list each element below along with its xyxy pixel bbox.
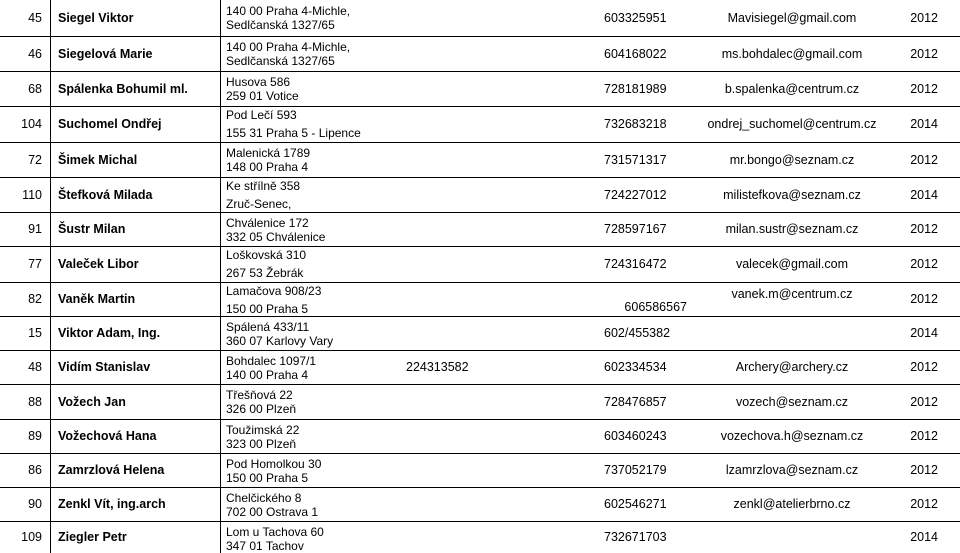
membership-year: 2012	[910, 429, 938, 443]
member-name: Vaněk Martin	[58, 292, 136, 306]
address-line-1: Malenická 1789	[226, 146, 311, 160]
row-divider	[0, 71, 960, 72]
member-name: Zamrzlová Helena	[58, 463, 165, 477]
member-name: Vidím Stanislav	[58, 360, 151, 374]
address-line-2: 332 05 Chválenice	[226, 230, 326, 244]
phone-number: 728597167	[604, 222, 667, 236]
email-address: ms.bohdalec@gmail.com	[721, 47, 863, 61]
table-row	[0, 246, 960, 282]
table-row	[0, 142, 960, 177]
address-line-2: 155 31 Praha 5 - Lipence	[226, 126, 361, 140]
address-line-2: 267 53 Žebrák	[226, 266, 304, 280]
phone-number: 731571317	[604, 153, 667, 167]
member-number: 110	[22, 188, 42, 202]
address-line-2: 347 01 Tachov	[226, 539, 304, 553]
member-name: Zenkl Vít, ing.arch	[58, 497, 166, 511]
phone-number: 606586567	[624, 300, 687, 314]
table-row	[0, 282, 960, 316]
table-row	[0, 106, 960, 142]
table-row	[0, 453, 960, 487]
member-number: 15	[28, 326, 42, 340]
table-row	[0, 71, 960, 106]
landline-phone: 224313582	[406, 360, 469, 374]
email-address: ondrej_suchomel@centrum.cz	[707, 117, 877, 131]
membership-year: 2012	[910, 222, 938, 236]
phone-number: 728476857	[604, 395, 667, 409]
row-divider	[0, 106, 960, 107]
email-address: b.spalenka@centrum.cz	[724, 82, 860, 96]
row-divider	[0, 282, 960, 283]
table-row	[0, 384, 960, 419]
phone-number: 732671703	[604, 530, 667, 544]
address-line-1: Ke střílně 358	[226, 179, 301, 193]
row-divider	[0, 453, 960, 454]
address-line-1: Lom u Tachova 60	[226, 525, 324, 539]
membership-year: 2012	[910, 82, 938, 96]
membership-year: 2012	[910, 292, 938, 306]
email-address: vozech@seznam.cz	[735, 395, 849, 409]
member-number: 90	[28, 497, 42, 511]
address-line-1: 140 00 Praha 4-Michle,	[226, 4, 351, 18]
address-line-1: Spálená 433/11	[226, 320, 310, 334]
table-row	[0, 212, 960, 246]
email-address: Archery@archery.cz	[735, 360, 849, 374]
phone-number: 737052179	[604, 463, 667, 477]
member-number: 104	[21, 117, 42, 131]
address-line-2: 150 00 Praha 5	[226, 302, 309, 316]
member-name: Vožechová Hana	[58, 429, 157, 443]
table-row	[0, 419, 960, 453]
row-divider	[0, 316, 960, 317]
membership-year: 2012	[910, 463, 938, 477]
member-number: 109	[21, 530, 42, 544]
row-divider	[0, 177, 960, 178]
membership-year: 2012	[910, 11, 938, 25]
phone-number: 724227012	[604, 188, 667, 202]
email-address: mr.bongo@seznam.cz	[729, 153, 855, 167]
phone-number: 603460243	[604, 429, 667, 443]
row-divider	[0, 36, 960, 37]
membership-year: 2012	[910, 153, 938, 167]
email-address: vanek.m@centrum.cz	[731, 287, 853, 301]
member-number: 86	[28, 463, 42, 477]
address-line-1: 140 00 Praha 4-Michle,	[226, 40, 351, 54]
member-number: 72	[28, 153, 42, 167]
membership-year: 2014	[910, 530, 938, 544]
member-name: Šimek Michal	[58, 153, 138, 167]
membership-year: 2012	[910, 257, 938, 271]
email-address: milistefkova@seznam.cz	[723, 188, 861, 202]
membership-year: 2012	[910, 395, 938, 409]
member-number: 89	[28, 429, 42, 443]
table-row	[0, 316, 960, 350]
row-divider	[0, 142, 960, 143]
phone-number: 728181989	[604, 82, 667, 96]
membership-year: 2012	[910, 360, 938, 374]
address-line-1: Toužimská 22	[226, 423, 300, 437]
address-line-2: Sedlčanská 1327/65	[226, 18, 335, 32]
member-name: Valeček Libor	[58, 257, 139, 271]
phone-number: 602334534	[604, 360, 667, 374]
member-number: 88	[28, 395, 42, 409]
email-address: vozechova.h@seznam.cz	[720, 429, 864, 443]
address-line-1: Loškovská 310	[226, 248, 307, 262]
table-row	[0, 0, 960, 36]
email-address: valecek@gmail.com	[735, 257, 849, 271]
membership-year: 2014	[910, 188, 938, 202]
table-row	[0, 36, 960, 71]
member-number: 82	[28, 292, 42, 306]
address-line-2: 148 00 Praha 4	[226, 160, 309, 174]
table-row	[0, 487, 960, 521]
row-divider	[0, 487, 960, 488]
member-name: Siegel Viktor	[58, 11, 134, 25]
member-name: Štefková Milada	[58, 188, 153, 202]
table-row	[0, 521, 960, 553]
member-number: 48	[28, 360, 42, 374]
email-address: Mavisiegel@gmail.com	[727, 11, 857, 25]
membership-year: 2014	[910, 117, 938, 131]
member-number: 91	[28, 222, 42, 236]
address-line-1: Chválenice 172	[226, 216, 309, 230]
membership-year: 2012	[910, 47, 938, 61]
member-number: 46	[28, 47, 42, 61]
row-divider	[0, 384, 960, 385]
phone-number: 724316472	[604, 257, 667, 271]
table-row	[0, 350, 960, 384]
member-name: Šustr Milan	[58, 222, 126, 236]
member-name: Viktor Adam, Ing.	[58, 326, 161, 340]
address-line-1: Chelčického 8	[226, 491, 302, 505]
phone-number: 732683218	[604, 117, 667, 131]
member-name: Ziegler Petr	[58, 530, 127, 544]
row-divider	[0, 212, 960, 213]
email-address: zenkl@atelierbrno.cz	[733, 497, 851, 511]
member-name: Spálenka Bohumil ml.	[58, 82, 188, 96]
address-line-2: 150 00 Praha 5	[226, 471, 309, 485]
address-line-1: Pod Homolkou 30	[226, 457, 322, 471]
address-line-2: 323 00 Plzeň	[226, 437, 297, 451]
row-divider	[0, 246, 960, 247]
email-address: lzamrzlova@seznam.cz	[725, 463, 859, 477]
address-line-2: 702 00 Ostrava 1	[226, 505, 319, 519]
address-line-1: Třešňová 22	[226, 388, 293, 402]
member-name: Siegelová Marie	[58, 47, 153, 61]
table-row	[0, 177, 960, 212]
address-line-2: Sedlčanská 1327/65	[226, 54, 335, 68]
address-line-2: 140 00 Praha 4	[226, 368, 309, 382]
address-line-2: 360 07 Karlovy Vary	[226, 334, 334, 348]
address-line-2: Zruč-Senec,	[226, 197, 292, 211]
membership-year: 2014	[910, 326, 938, 340]
address-line-1: Lamačova 908/23	[226, 284, 322, 298]
row-divider	[0, 350, 960, 351]
phone-number: 603325951	[604, 11, 667, 25]
address-line-1: Pod Lečí 593	[226, 108, 297, 122]
member-number: 77	[28, 257, 42, 271]
address-line-1: Husova 586	[226, 75, 291, 89]
phone-number: 604168022	[604, 47, 667, 61]
row-divider	[0, 521, 960, 522]
phone-number: 602/455382	[604, 326, 671, 340]
address-line-2: 326 00 Plzeň	[226, 402, 297, 416]
member-name: Suchomel Ondřej	[58, 117, 162, 131]
member-number: 68	[28, 82, 42, 96]
phone-number: 602546271	[604, 497, 667, 511]
row-divider	[0, 419, 960, 420]
address-line-1: Bohdalec 1097/1	[226, 354, 317, 368]
membership-year: 2012	[910, 497, 938, 511]
member-number: 45	[28, 11, 42, 25]
address-line-2: 259 01 Votice	[226, 89, 299, 103]
email-address: milan.sustr@seznam.cz	[725, 222, 859, 236]
member-name: Vožech Jan	[58, 395, 126, 409]
